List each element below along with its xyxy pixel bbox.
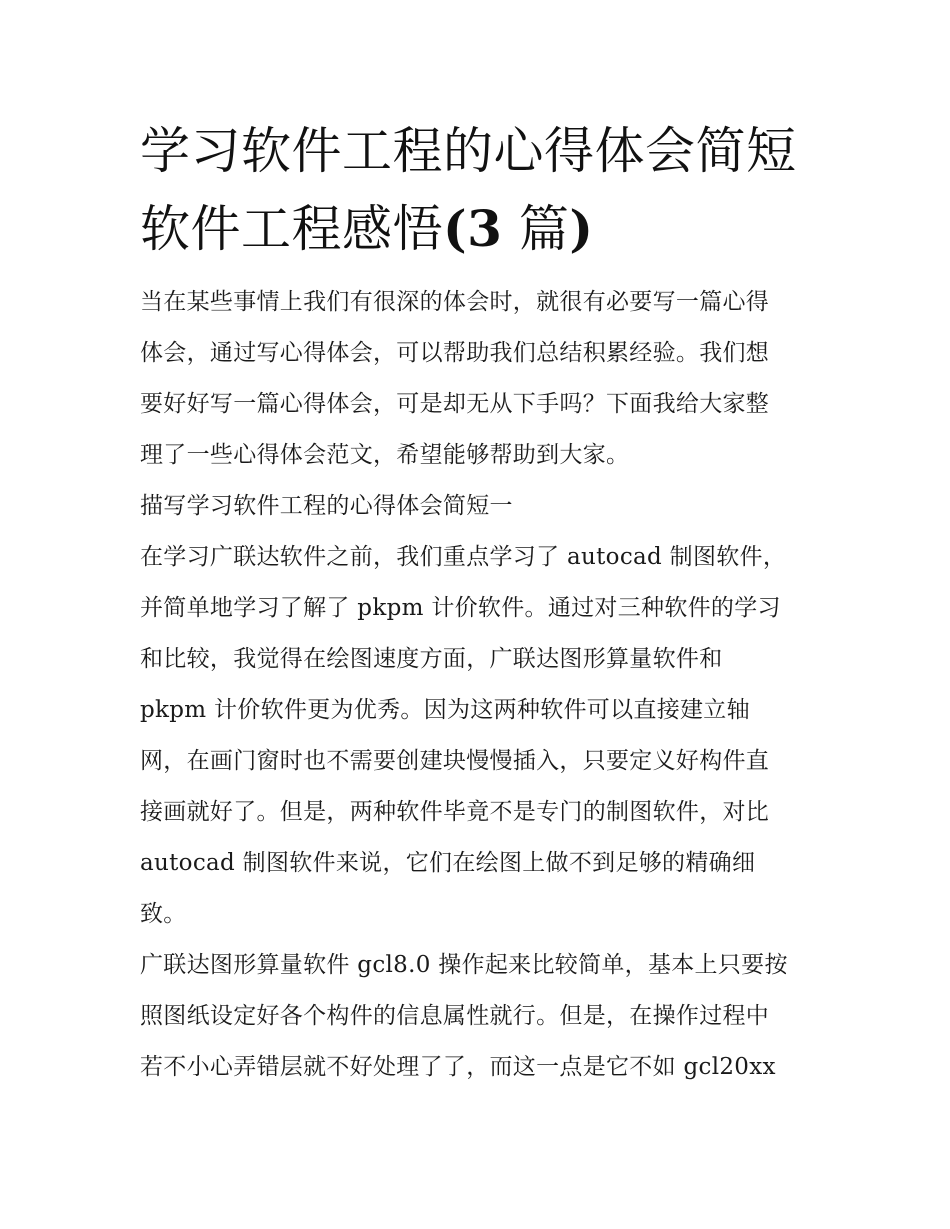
title-line-2-count-open: (3 [443, 199, 503, 258]
section-heading: 描写学习软件工程的心得体会简短一 [140, 493, 513, 519]
body-line: autocad 制图软件来说，它们在绘图上做不到足够的精确细 [140, 850, 756, 876]
body-line: 照图纸设定好各个构件的信息属性就行。但是，在操作过程中 [140, 1003, 770, 1029]
title-line-1: 学习软件工程的心得体会简短 [140, 122, 797, 180]
body-line: 网，在画门窗时也不需要创建块慢慢插入，只要定义好构件直 [140, 748, 770, 774]
body-line: 和比较，我觉得在绘图速度方面，广联达图形算量软件和 [140, 646, 723, 672]
body-line: 体会，通过写心得体会，可以帮助我们总结积累经验。我们想 [140, 340, 770, 366]
body-line: 广联达图形算量软件 gcl8.0 操作起来比较简单，基本上只要按 [140, 952, 788, 978]
body-line: 接画就好了。但是，两种软件毕竟不是专门的制图软件，对比 [140, 799, 770, 825]
title-line-2-count-unit: 篇 [502, 200, 570, 258]
body-line: 当在某些事情上我们有很深的体会时，就很有必要写一篇心得 [140, 289, 770, 315]
body-line: 致。 [140, 901, 187, 927]
body-line: 要好好写一篇心得体会，可是却无从下手吗？下面我给大家整 [140, 391, 770, 417]
title-line-2-count-close: ) [569, 199, 594, 258]
body-line: 理了一些心得体会范文，希望能够帮助到大家。 [140, 442, 630, 468]
title-line-2-prefix: 软件工程感悟 [140, 200, 443, 258]
document-title [140, 112, 820, 268]
body-line: 若不小心弄错层就不好处理了了，而这一点是它不如 gcl20xx [140, 1054, 776, 1080]
title-line-2 [140, 190, 820, 268]
body-line: 在学习广联达软件之前，我们重点学习了 autocad 制图软件， [140, 544, 787, 570]
document-body [140, 277, 820, 1093]
body-line: pkpm 计价软件更为优秀。因为这两种软件可以直接建立轴 [140, 697, 750, 723]
body-line: 并简单地学习了解了 pkpm 计价软件。通过对三种软件的学习 [140, 595, 781, 621]
